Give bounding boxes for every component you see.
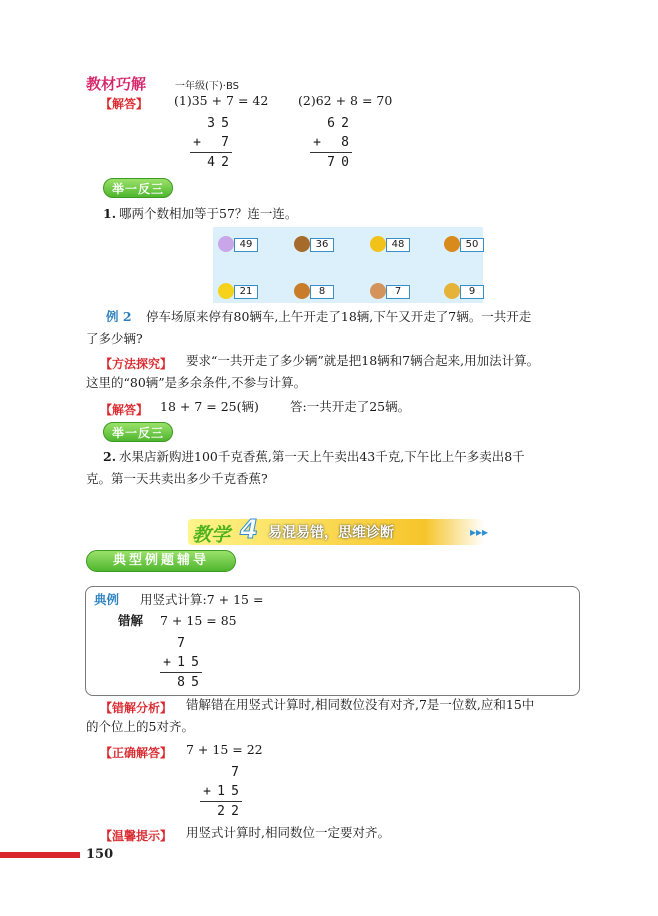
method-label: 【方法探究】 [100,357,173,371]
digit [214,763,228,782]
digit [324,133,338,152]
answer-2-calc: 18 + 7 = 25(辆) [160,399,259,414]
number-card[interactable]: 8 [310,285,334,299]
answer-label: 【解答】 [100,97,149,111]
footer-bar [0,852,80,858]
error-analysis-line2: 的个位上的5对齐。 [86,719,194,734]
wrong-calc: 7 + 15 = 85 [160,613,237,628]
digit: 6 [327,116,335,131]
digit [204,133,218,152]
animal-icon [218,236,234,252]
digit: 8 [177,675,185,690]
answer-part2: (2)62 + 8 = 70 [298,93,393,108]
error-analysis-label: 【错解分析】 [100,701,173,715]
plus-sign: + [313,135,321,150]
digit: 2 [341,116,349,131]
question-2-number: 2. [103,449,117,464]
vertical-calc-1 [190,114,232,172]
correct-vertical-calc [200,763,242,821]
question-2-line1: 水果店新购进100千克香蕉,第一天上午卖出43千克,下午比上午多卖出8千 [119,449,525,464]
plus-sign: + [203,784,211,799]
wrong-vertical-calc [160,634,202,692]
number-card[interactable]: 36 [310,238,334,252]
correct-calc: 7 + 15 = 22 [186,742,263,757]
book-title: 教材巧解 [86,75,147,93]
typical-question: 用竖式计算:7 + 15 = [140,592,264,607]
animal-icon [444,236,460,252]
correct-answer-label: 【正确解答】 [100,746,173,760]
page-number: 150 [86,847,114,862]
digit: 2 [231,804,239,819]
tip-text: 用竖式计算时,相同数位一定要对齐。 [186,825,390,840]
method-line2: 这里的“80辆”是多余条件,不参与计算。 [86,375,307,390]
number-card[interactable]: 48 [386,238,410,252]
animal-icon [444,283,460,299]
typical-label: 典例 [94,592,120,607]
animal-icon [218,283,234,299]
digit: 5 [191,675,199,690]
section-number: 4 [240,515,259,545]
number-card[interactable]: 50 [460,238,484,252]
digit: 5 [231,784,239,799]
vertical-calc-2 [310,114,352,172]
example-2-line2: 了多少辆? [86,331,143,346]
section-prefix: 教学 [192,524,231,546]
wrong-label: 错解 [118,613,144,628]
subsection-title: 典型例题辅导 [86,550,236,572]
question-1-number: 1. [103,206,117,221]
question-1-text: 哪两个数相加等于57？连一连。 [119,206,298,221]
digit: 7 [327,155,335,170]
number-card[interactable]: 7 [386,285,410,299]
digit [188,634,202,653]
triangle-arrows-icon: ▸▸▸ [470,525,489,539]
digit: 2 [217,804,225,819]
plus-sign: + [163,655,171,670]
animal-icon [370,283,386,299]
example-2-label: 例 2 [106,309,132,324]
digit: 0 [341,155,349,170]
digit: 8 [341,135,349,150]
number-card[interactable]: 9 [460,285,484,299]
error-analysis-line1: 错解错在用竖式计算时,相同数位没有对齐,7是一位数,应和15中 [186,697,535,712]
method-line1: 要求“一共开走了多少辆”就是把18辆和7辆合起来,用加法计算。 [186,353,540,368]
digit: 5 [191,655,199,670]
book-subtitle: 一年级(下)·BS [175,81,240,92]
question-2-line2: 克。第一天共卖出多少千克香蕉? [86,471,268,486]
animal-icon [294,283,310,299]
digit: 2 [221,155,229,170]
practice-badge: 举一反三 [103,178,173,198]
digit: 1 [177,655,185,670]
digit: 1 [217,784,225,799]
animal-icon [294,236,310,252]
digit: 4 [207,155,215,170]
number-card[interactable]: 21 [234,285,258,299]
tip-label: 【温馨提示】 [100,829,173,843]
digit: 7 [177,636,185,651]
answer-part1: (1)35 + 7 = 42 [174,93,269,108]
answer-2-label: 【解答】 [100,403,149,417]
number-card[interactable]: 49 [234,238,258,252]
section-title: 易混易错，思维诊断 [268,525,394,541]
digit: 3 [207,116,215,131]
answer-2-text: 答:一共开走了25辆。 [290,399,411,414]
example-2-line1: 停车场原来停有80辆车,上午开走了18辆,下午又开走了7辆。一共开走 [146,309,532,324]
plus-sign: + [193,135,201,150]
practice-badge: 举一反三 [103,422,173,442]
digit: 5 [221,116,229,131]
animal-icon [370,236,386,252]
digit: 7 [221,135,229,150]
digit: 7 [231,765,239,780]
